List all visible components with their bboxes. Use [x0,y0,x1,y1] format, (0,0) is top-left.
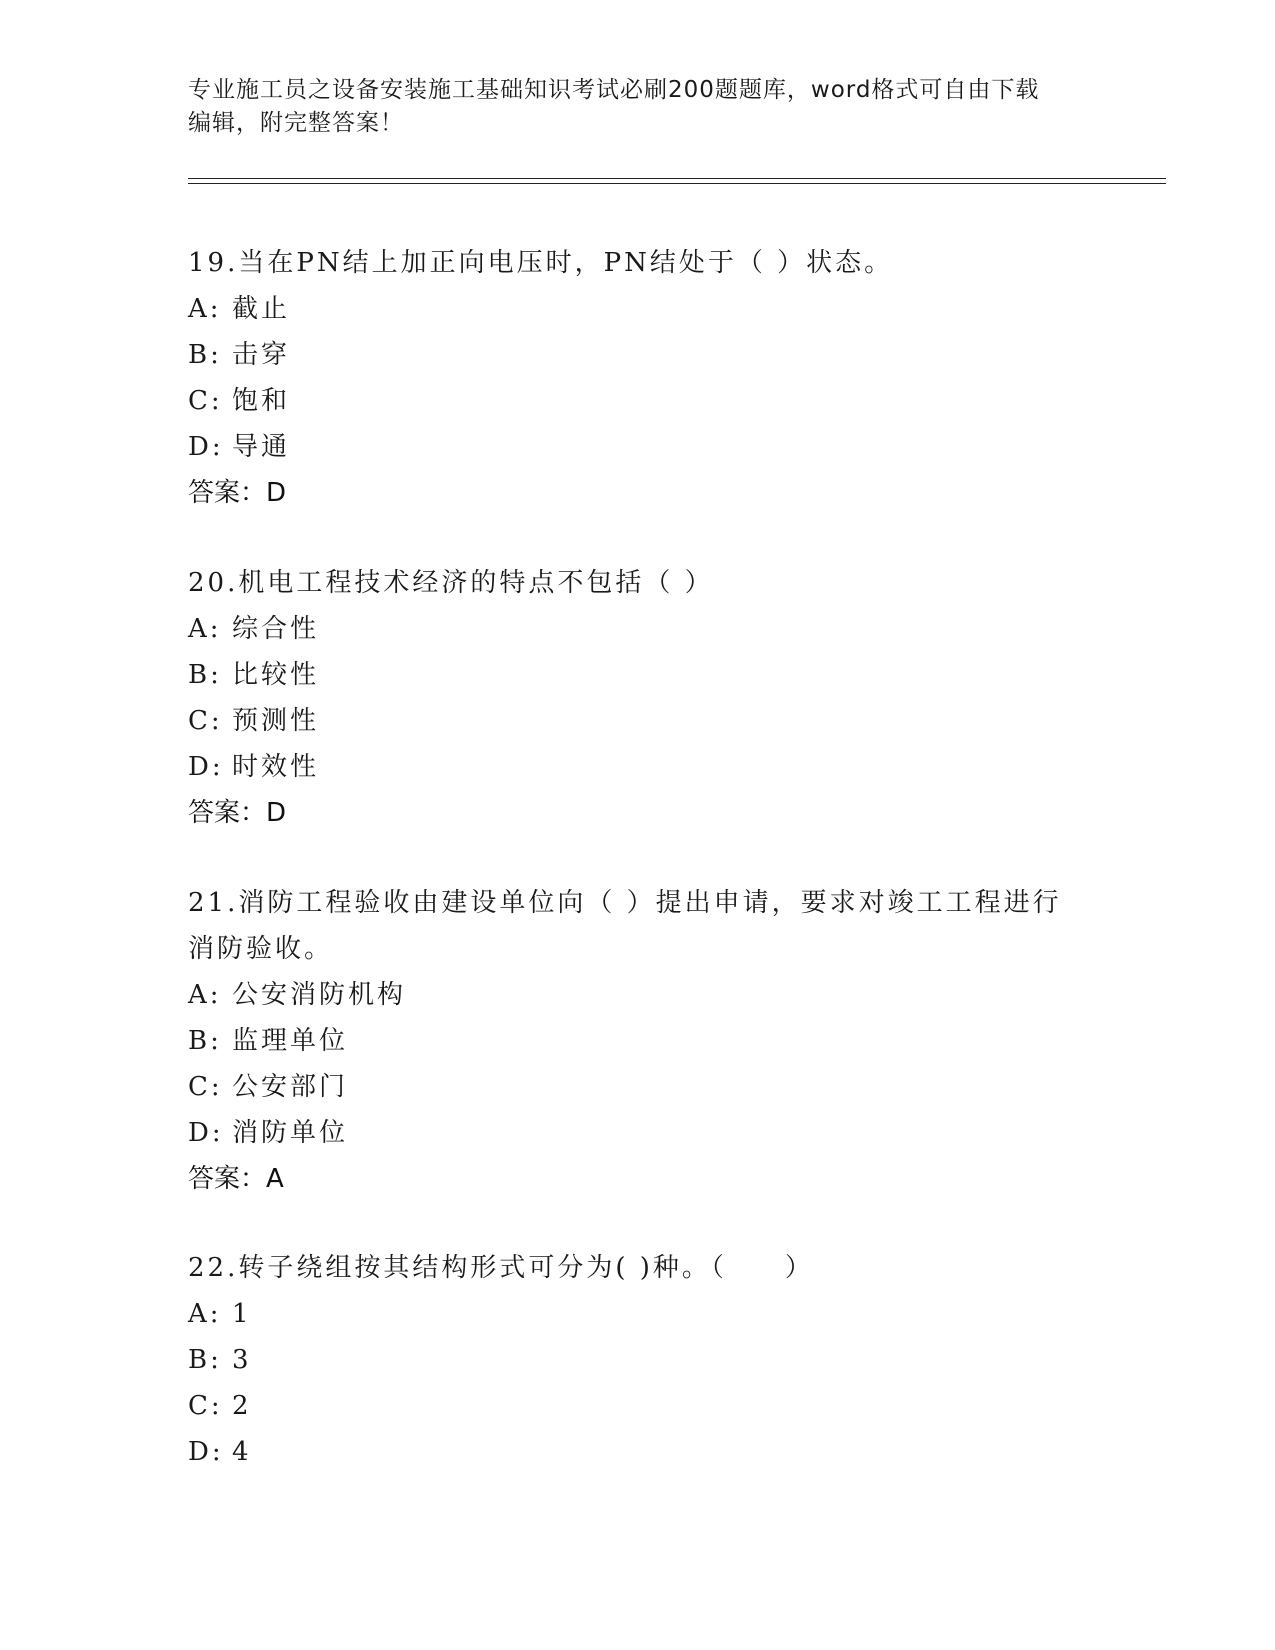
option-c [188,378,1088,424]
answer-line: 答案：D [188,478,287,508]
option-letter: C: [188,386,223,416]
option-a [188,1291,1088,1337]
answer-line: 答案：A [188,1164,284,1194]
option-text: 截止 [232,294,291,324]
header-line-2: 编辑，附完整答案！ [188,110,404,136]
option-d [188,1429,1088,1475]
option-text: 监理单位 [232,1026,349,1056]
option-text: 1 [232,1299,252,1329]
option-letter: A: [188,980,222,1010]
option-text: 综合性 [232,614,320,644]
option-text: 4 [232,1437,252,1467]
answer-line: 答案：D [188,798,287,828]
option-letter: B: [188,340,222,370]
option-letter: A: [188,294,222,324]
question-stem: 20.机电工程技术经济的特点不包括（ ） [188,568,714,598]
option-text: 公安消防机构 [232,980,407,1010]
question-22 [188,1245,1088,1475]
option-letter: A: [188,614,222,644]
question-stem-continued: 消防验收。 [188,934,334,964]
option-b [188,1018,1088,1064]
option-d [188,1110,1088,1156]
option-c [188,1064,1088,1110]
option-d [188,424,1088,470]
option-a [188,606,1088,652]
option-a [188,972,1088,1018]
option-d [188,744,1088,790]
option-letter: B: [188,1026,222,1056]
header-divider-bottom [188,183,1166,184]
option-letter: D: [188,1118,224,1148]
option-text: 公安部门 [232,1072,349,1102]
option-letter: B: [188,660,222,690]
option-text: 预测性 [232,706,320,736]
option-letter: D: [188,1437,224,1467]
option-text: 2 [232,1391,252,1421]
option-text: 消防单位 [232,1118,349,1148]
option-c [188,1383,1088,1429]
option-letter: D: [188,432,224,462]
option-a [188,286,1088,332]
option-letter: C: [188,706,223,736]
question-19 [188,240,1088,516]
document-header [188,74,1088,140]
option-letter: A: [188,1299,222,1329]
option-b [188,1337,1088,1383]
option-b [188,332,1088,378]
option-text: 饱和 [232,386,291,416]
question-stem: 22.转子绕组按其结构形式可分为( )种。（ ） [188,1253,814,1283]
question-stem: 19.当在PN结上加正向电压时，PN结处于（ ）状态。 [188,248,894,278]
option-text: 时效性 [232,752,320,782]
option-text: 导通 [232,432,291,462]
option-letter: C: [188,1072,223,1102]
option-letter: C: [188,1391,223,1421]
question-20 [188,560,1088,836]
option-letter: D: [188,752,224,782]
header-divider-top [188,178,1166,179]
option-letter: B: [188,1345,222,1375]
option-text: 3 [232,1345,252,1375]
option-b [188,652,1088,698]
question-21 [188,880,1088,1202]
header-line-1: 专业施工员之设备安装施工基础知识考试必刷200题题库，word格式可自由下载 [188,77,1040,103]
option-text: 击穿 [232,340,291,370]
question-stem: 21.消防工程验收由建设单位向（ ）提出申请，要求对竣工工程进行 [188,888,1062,918]
option-c [188,698,1088,744]
option-text: 比较性 [232,660,320,690]
